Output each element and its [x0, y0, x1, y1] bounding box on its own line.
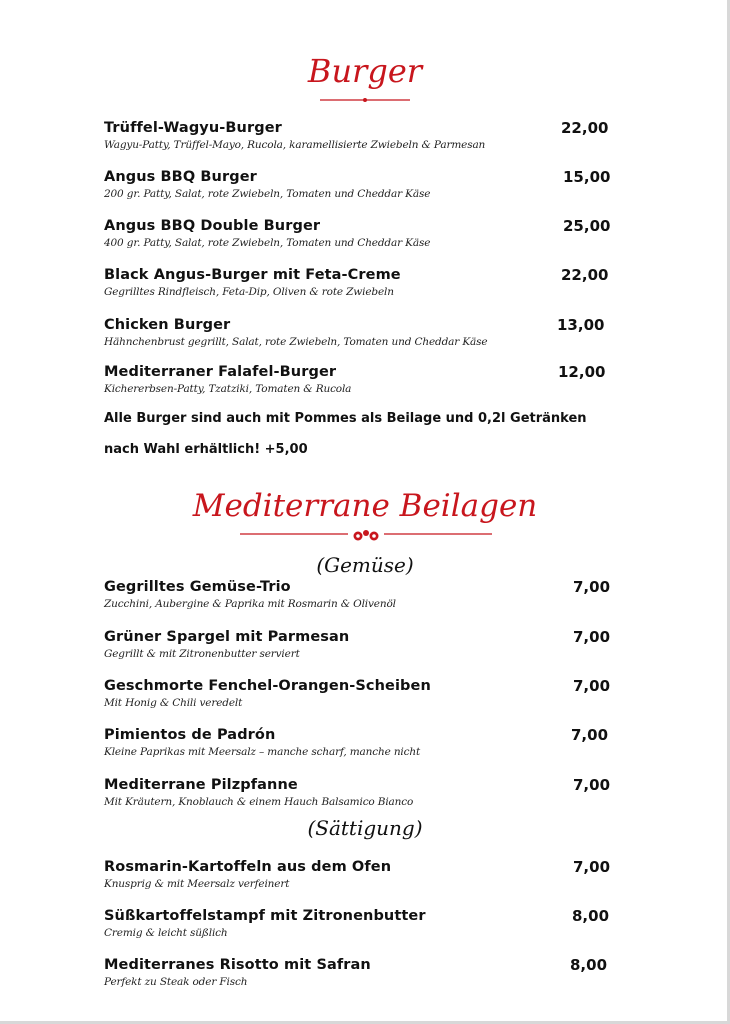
- item-name: Grüner Spargel mit Parmesan: [104, 629, 350, 645]
- item-price: 7,00: [573, 628, 611, 646]
- item-price: 7,00: [571, 726, 609, 744]
- menu-item: [104, 119, 624, 152]
- menu-item: [104, 956, 624, 989]
- item-name: Geschmorte Fenchel-Orangen-Scheiben: [104, 678, 431, 694]
- item-description: Mit Kräutern, Knoblauch & einem Hauch Balsamico Bianco: [104, 796, 414, 808]
- item-name: Gegrilltes Gemüse-Trio: [104, 579, 291, 595]
- item-description: Kleine Paprikas mit Meersalz – manche scharf, manche nicht: [104, 746, 421, 758]
- item-price: 7,00: [573, 578, 611, 596]
- item-description: Gegrillt & mit Zitronenbutter serviert: [104, 648, 300, 660]
- item-name: Angus BBQ Burger: [104, 169, 257, 185]
- item-name: Pimientos de Padrón: [104, 727, 276, 743]
- item-description: 200 gr. Patty, Salat, rote Zwiebeln, Tomaten und Cheddar Käse: [104, 188, 431, 200]
- menu-item: [104, 726, 624, 759]
- item-price: 22,00: [561, 119, 609, 137]
- item-description: Wagyu-Patty, Trüffel-Mayo, Rucola, karamellisierte Zwiebeln & Parmesan: [104, 139, 486, 151]
- beilagen-underline-ornament: [238, 529, 494, 543]
- item-description: Mit Honig & Chili veredelt: [104, 697, 243, 709]
- menu-item: [104, 776, 624, 809]
- section-title-beilagen: Mediterrane Beilagen: [192, 488, 538, 524]
- burger-note-line-1: Alle Burger sind auch mit Pommes als Beilage und 0,2l Getränken: [104, 411, 587, 426]
- item-name: Angus BBQ Double Burger: [104, 218, 321, 234]
- menu-item: [104, 168, 624, 201]
- item-price: 13,00: [557, 316, 605, 334]
- item-description: Kichererbsen-Patty, Tzatziki, Tomaten & Rucola: [104, 383, 352, 395]
- item-name: Süßkartoffelstampf mit Zitronenbutter: [104, 908, 426, 924]
- item-name: Mediterranes Risotto mit Safran: [104, 957, 371, 973]
- item-description: Cremig & leicht süßlich: [104, 927, 228, 939]
- menu-item: [104, 578, 624, 611]
- item-price: 8,00: [570, 956, 608, 974]
- item-name: Trüffel-Wagyu-Burger: [104, 120, 282, 136]
- item-description: Perfekt zu Steak oder Fisch: [104, 976, 248, 988]
- menu-item: [104, 677, 624, 710]
- burger-underline-ornament: [318, 96, 412, 104]
- burger-note-line-2: nach Wahl erhältlich! +5,00: [104, 442, 308, 457]
- item-description: Zucchini, Aubergine & Paprika mit Rosmarin & Olivenöl: [104, 598, 396, 610]
- item-price: 7,00: [573, 776, 611, 794]
- item-price: 7,00: [573, 677, 611, 695]
- item-description: Hähnchenbrust gegrillt, Salat, rote Zwiebeln, Tomaten und Cheddar Käse: [104, 336, 488, 348]
- menu-item: [104, 316, 624, 349]
- item-description: Knusprig & mit Meersalz verfeinert: [104, 878, 290, 890]
- item-name: Black Angus-Burger mit Feta-Creme: [104, 267, 401, 283]
- item-description: Gegrilltes Rindfleisch, Feta-Dip, Oliven & rote Zwiebeln: [104, 286, 394, 298]
- item-price: 25,00: [563, 217, 611, 235]
- section-title-burger: Burger: [307, 52, 423, 90]
- subsection-title-gemuese: (Gemüse): [316, 553, 414, 577]
- item-name: Mediterrane Pilzpfanne: [104, 777, 298, 793]
- item-name: Mediterraner Falafel-Burger: [104, 364, 337, 380]
- menu-item: [104, 628, 624, 661]
- item-price: 22,00: [561, 266, 609, 284]
- item-price: 15,00: [563, 168, 611, 186]
- subsection-title-saettigung: (Sättigung): [307, 816, 423, 840]
- item-price: 12,00: [558, 363, 606, 381]
- item-price: 7,00: [573, 858, 611, 876]
- item-price: 8,00: [572, 907, 610, 925]
- item-description: 400 gr. Patty, Salat, rote Zwiebeln, Tomaten und Cheddar Käse: [104, 237, 431, 249]
- item-name: Chicken Burger: [104, 317, 231, 333]
- menu-item: [104, 363, 624, 396]
- menu-item: [104, 858, 624, 891]
- menu-item: [104, 907, 624, 940]
- menu-item: [104, 217, 624, 250]
- menu-item: [104, 266, 624, 299]
- item-name: Rosmarin-Kartoffeln aus dem Ofen: [104, 859, 392, 875]
